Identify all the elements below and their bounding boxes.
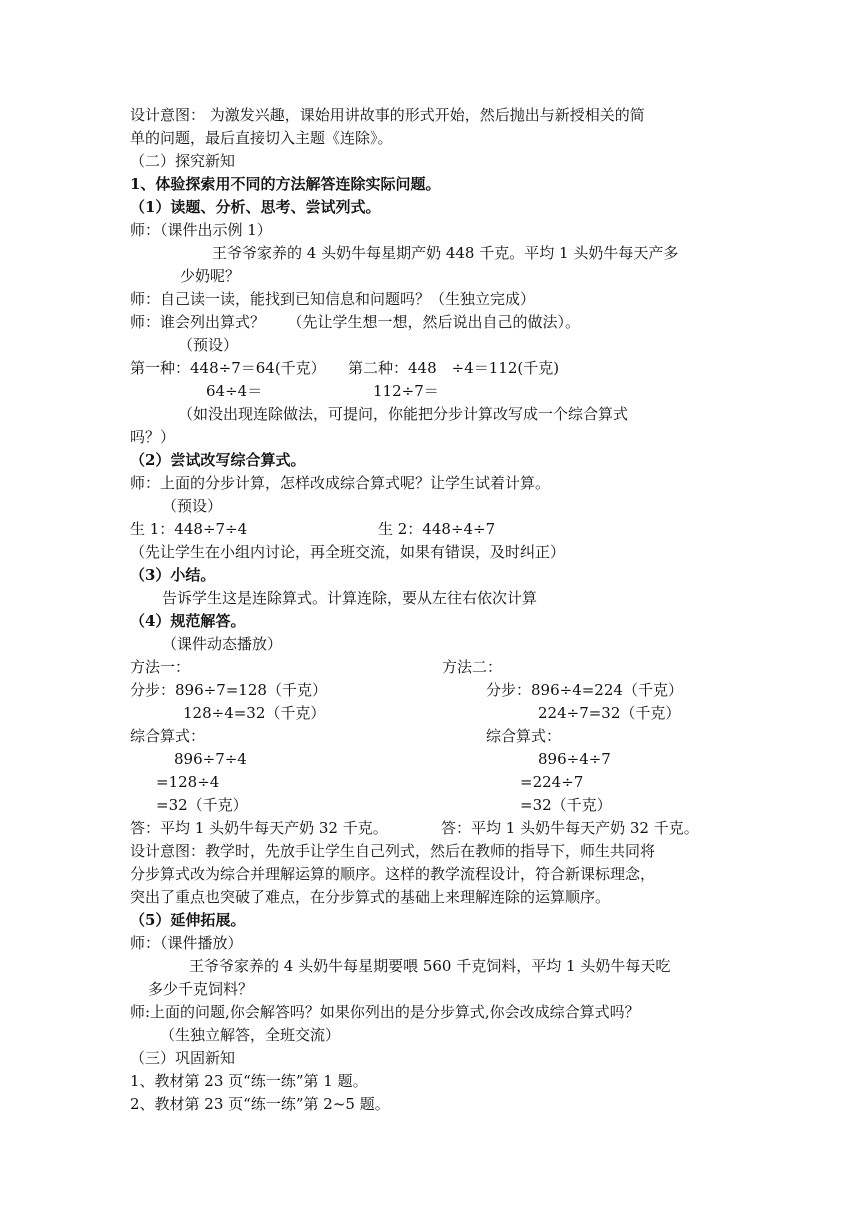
prompt-line-1: （如没出现连除做法，可提问，你能把分步计算改写成一个综合算式 [178, 405, 629, 423]
subheading-1: 1、体验探索用不同的方法解答连除实际问题。 [130, 175, 441, 193]
student-2-answer: 生 2：448÷4÷7 [378, 520, 496, 538]
teacher-line: 师：（课件出示例 1） [130, 221, 272, 239]
method-two-answer: 答：平均 1 头奶牛每天产奶 32 千克。 [441, 819, 699, 837]
discussion-note: （先让学生在小组内讨论，再全班交流，如果有错误，及时纠正） [130, 543, 566, 561]
method-two-step-result: =224÷7 [520, 773, 584, 791]
method-second-step-2: 112÷7＝ [373, 382, 439, 400]
method-one-step-1: 分步：896÷7=128（千克） [130, 681, 327, 699]
method-one-combined-label: 综合算式： [130, 727, 206, 745]
design-intent-line-1: 设计意图： 为激发兴趣，课始用讲故事的形式开始，然后抛出与新授相关的简 [130, 106, 645, 124]
independent-solve-note: （生独立解答，全班交流） [160, 1026, 341, 1044]
method-first: 第一种：448÷7＝64(千克） [130, 359, 326, 377]
method-one-step-2: 128÷4=32（千克） [183, 704, 326, 722]
design-intent-2-line-2: 分步算式改为综合并理解运算的顺序。这样的教学流程设计，符合新课标理念， [130, 865, 656, 883]
teacher-line: 师：谁会列出算式？ （先让学生想一想，然后说出自己的做法）。 [130, 313, 581, 331]
design-intent-line-2: 单的问题，最后直接切入主题《连除》。 [130, 129, 393, 147]
method-first-step-2: 64÷4＝ [206, 382, 263, 400]
method-one-final: =32（千克） [156, 796, 248, 814]
method-one-answer: 答：平均 1 头奶牛每天产奶 32 千克。 [130, 819, 388, 837]
method-second: 第二种：448 ÷4＝112(千克) [348, 359, 560, 377]
exercise-item-2: 2、教材第 23 页“练一练”第 2~5 题。 [130, 1095, 390, 1113]
section-heading-consolidate: （三）巩固新知 [130, 1049, 236, 1067]
method-two-step-2: 224÷7=32（千克） [538, 704, 681, 722]
method-one-step-result: =128÷4 [156, 773, 220, 791]
student-1-answer: 生 1：448÷7÷4 [130, 520, 248, 538]
design-intent-2-line-3: 突出了重点也突破了难点，在分步算式的基础上来理解连除的运算顺序。 [130, 888, 611, 906]
extension-problem-line-1: 王爷爷家养的 4 头奶牛每星期要喂 560 千克饲料，平均 1 头奶牛每天吃 [189, 957, 671, 975]
preset-label: （预设） [178, 336, 239, 354]
step-4-heading: （4）规范解答。 [130, 612, 246, 630]
preset-label: （预设） [162, 497, 223, 515]
method-two-expression: 896÷4÷7 [538, 750, 611, 768]
method-two-label: 方法二： [442, 658, 503, 676]
prompt-line-2: 吗？） [130, 428, 176, 446]
courseware-note: （课件动态播放） [162, 635, 283, 653]
teacher-line: 师：上面的分步计算，怎样改成综合算式呢？让学生试着计算。 [130, 474, 551, 492]
step-3-heading: （3）小结。 [130, 566, 216, 584]
example-problem-line-1: 王爷爷家养的 4 头奶牛每星期产奶 448 千克。平均 1 头奶牛每天产多 [212, 244, 679, 262]
extension-problem-line-2: 多少千克饲料？ [148, 980, 254, 998]
method-two-final: =32（千克） [520, 796, 612, 814]
step-5-heading: （5）延伸拓展。 [130, 911, 246, 929]
summary-line: 告诉学生这是连除算式。计算连除，要从左往右依次计算 [162, 589, 538, 607]
method-one-expression: 896÷7÷4 [174, 750, 247, 768]
design-intent-2-line-1: 设计意图：教学时，先放手让学生自己列式，然后在教师的指导下，师生共同将 [130, 842, 656, 860]
teacher-line: 师：自己读一读，能找到已知信息和问题吗？（生独立完成） [130, 290, 536, 308]
example-problem-line-2: 少奶呢？ [180, 267, 241, 285]
step-2-heading: （2）尝试改写综合算式。 [130, 451, 306, 469]
method-two-combined-label: 综合算式： [486, 727, 562, 745]
method-one-label: 方法一： [130, 658, 191, 676]
step-1-heading: （1）读题、分析、思考、尝试列式。 [130, 198, 381, 216]
teacher-question: 师:上面的问题,你会解答吗？如果你列出的是分步算式,你会改成综合算式吗？ [130, 1003, 640, 1021]
teacher-line: 师：（课件播放） [130, 934, 243, 952]
method-two-step-1: 分步：896÷4=224（千克） [486, 681, 683, 699]
exercise-item-1: 1、教材第 23 页“练一练”第 1 题。 [130, 1072, 368, 1090]
section-heading-explore: （二）探究新知 [130, 152, 236, 170]
